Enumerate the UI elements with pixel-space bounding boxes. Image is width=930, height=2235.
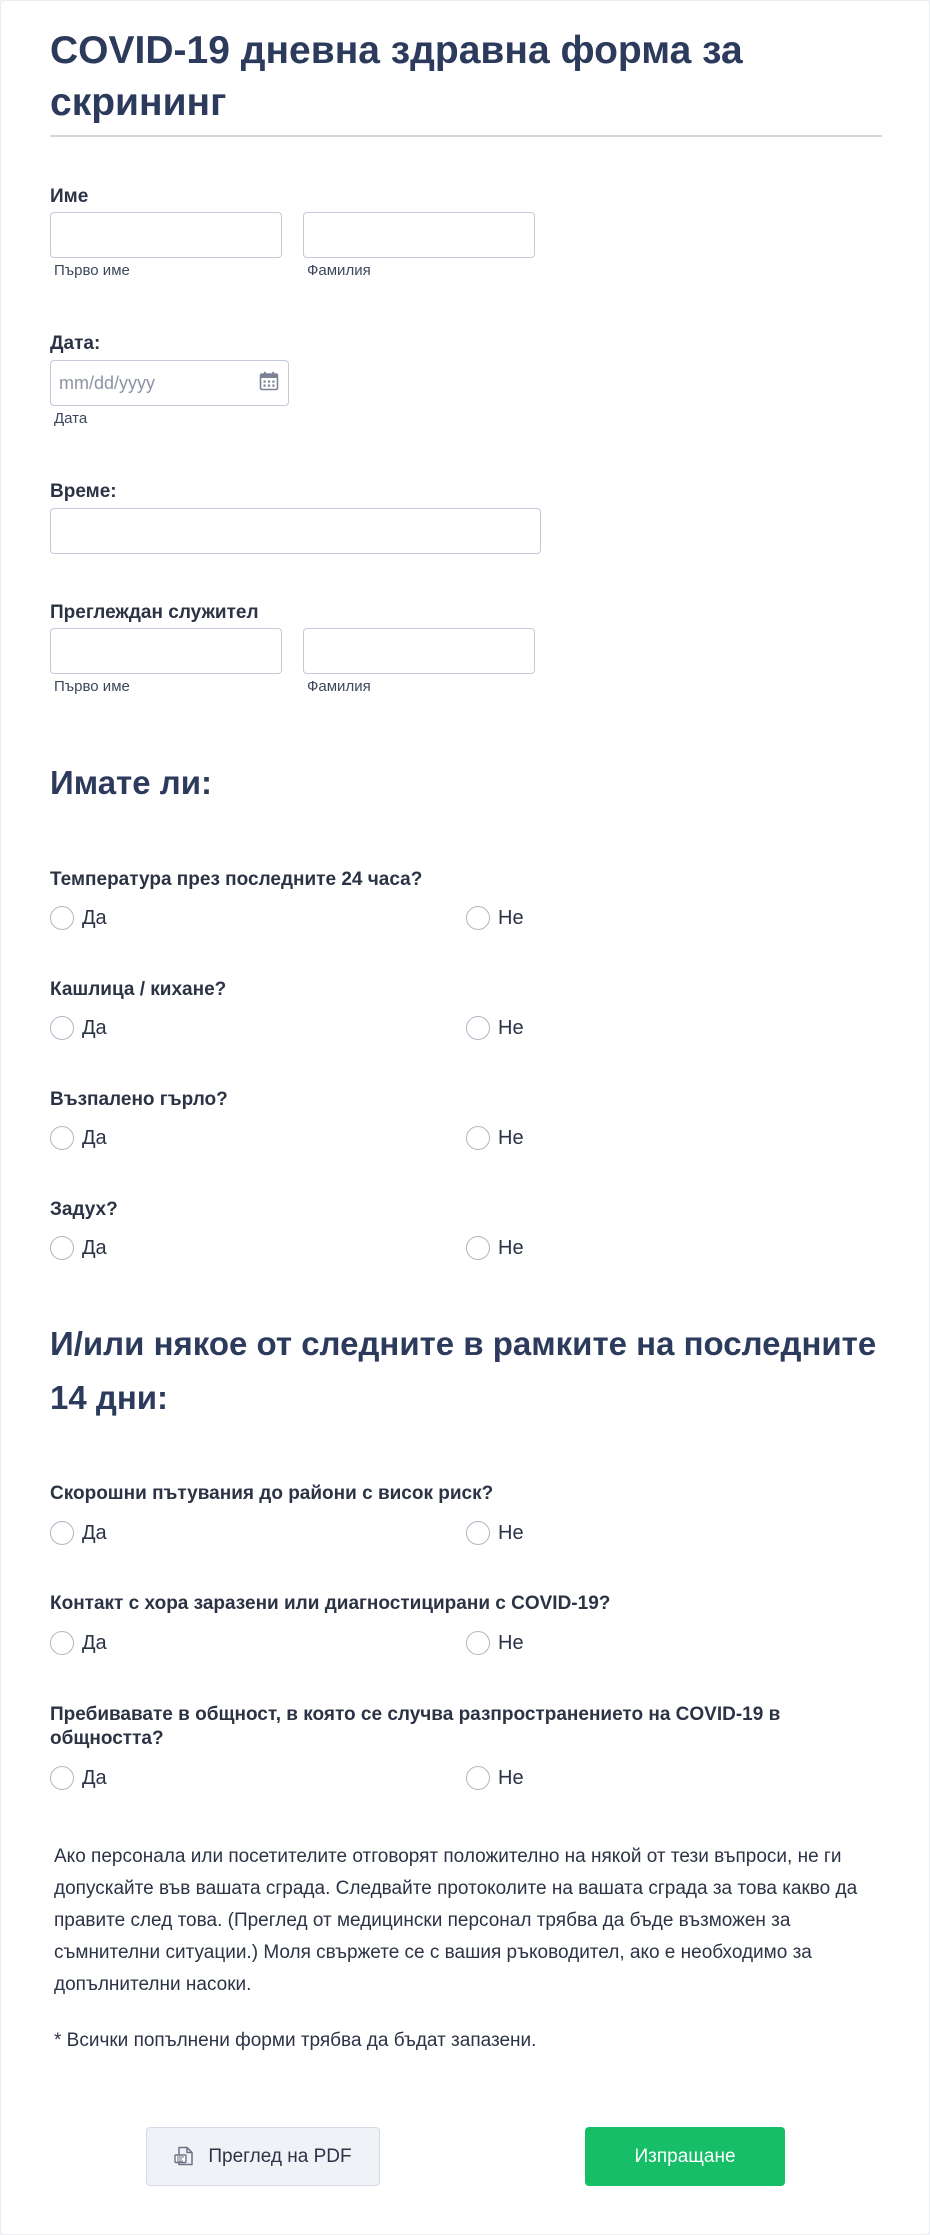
radio-circle[interactable] (466, 1016, 490, 1040)
submit-button[interactable] (585, 2127, 785, 2186)
name-label: Име (50, 186, 89, 207)
radio-circle[interactable] (466, 1766, 490, 1790)
radio-no-label: Не (498, 1631, 524, 1654)
radio-no-label: Не (498, 1766, 524, 1789)
date-sublabel: Дата (54, 410, 88, 427)
radio-no-label: Не (498, 1521, 524, 1544)
pdf-preview-label: Преглед на PDF (208, 2145, 352, 2167)
date-label: Дата: (50, 333, 101, 354)
radio-no[interactable] (466, 1520, 524, 1546)
radio-no[interactable] (466, 1235, 524, 1261)
document-icon (174, 2146, 194, 2168)
radio-no[interactable] (466, 905, 524, 931)
radio-no-label: Не (498, 1016, 524, 1039)
radio-yes-label: Да (82, 1236, 107, 1259)
radio-circle[interactable] (466, 1236, 490, 1260)
time-input[interactable] (50, 508, 541, 554)
radio-yes-label: Да (82, 906, 107, 929)
radio-yes-label: Да (82, 1631, 107, 1654)
question-label: Кашлица / кихане? (50, 979, 227, 1000)
title-divider (50, 135, 882, 137)
question-label: Задух? (50, 1199, 118, 1220)
date-input[interactable] (50, 360, 289, 406)
employee-last-name-input[interactable] (303, 628, 535, 674)
radio-circle[interactable] (466, 1631, 490, 1655)
employee-first-name-sublabel: Първо име (54, 678, 130, 695)
radio-circle[interactable] (466, 1126, 490, 1150)
last-name-sublabel: Фамилия (307, 262, 371, 279)
retention-note: * Всички попълнени форми трябва да бъдат запазени. (54, 2030, 537, 2051)
calendar-icon[interactable] (259, 371, 279, 391)
employee-label: Преглеждан служител (50, 602, 259, 623)
employee-first-name-input[interactable] (50, 628, 282, 674)
radio-circle[interactable] (50, 1766, 74, 1790)
radio-no-label: Не (498, 1126, 524, 1149)
radio-circle[interactable] (50, 906, 74, 930)
radio-circle[interactable] (50, 1126, 74, 1150)
radio-no[interactable] (466, 1015, 524, 1041)
radio-no[interactable] (466, 1765, 524, 1791)
radio-yes-label: Да (82, 1016, 107, 1039)
radio-yes[interactable] (50, 1765, 107, 1791)
radio-circle[interactable] (50, 1236, 74, 1260)
radio-circle[interactable] (466, 1521, 490, 1545)
question-label: Температура през последните 24 часа? (50, 869, 423, 890)
radio-yes[interactable] (50, 1520, 107, 1546)
last-name-input[interactable] (303, 212, 535, 258)
radio-yes[interactable] (50, 1125, 107, 1151)
radio-no-label: Не (498, 906, 524, 929)
radio-yes[interactable] (50, 1630, 107, 1656)
time-label: Време: (50, 481, 117, 502)
radio-circle[interactable] (50, 1631, 74, 1655)
radio-no-label: Не (498, 1236, 524, 1259)
employee-last-name-sublabel: Фамилия (307, 678, 371, 695)
question-label: Пребивавате в общност, в която се случва разпространението на COVID-19 в общността? (50, 1704, 781, 1749)
question-label: Възпалено гърло? (50, 1089, 228, 1110)
form-title: COVID-19 дневна здравна форма за скрининг (50, 29, 743, 124)
question-label: Контакт с хора заразени или диагностицирани с COVID-19? (50, 1593, 611, 1614)
instructions-paragraph: Ако персонала или посетителите отговорят положително на някой от тези въпроси, не ги допускайте във вашата сграда. Следвайте протоколите на вашата сграда за това какво да правите след това. (Преглед от медицински персонал трябва да бъде възможен за съмнителни ситуации.) Моля свържете се с вашия ръководител, ако е необходимо за допълнителни насоки. (54, 1846, 858, 1995)
section-heading-exposure: И/или някое от следните в рамките на последните 14 дни: (50, 1325, 877, 1416)
radio-no[interactable] (466, 1125, 524, 1151)
radio-yes-label: Да (82, 1766, 107, 1789)
radio-yes[interactable] (50, 1235, 107, 1261)
radio-yes[interactable] (50, 905, 107, 931)
radio-circle[interactable] (50, 1016, 74, 1040)
radio-yes[interactable] (50, 1015, 107, 1041)
radio-no[interactable] (466, 1630, 524, 1656)
first-name-sublabel: Първо име (54, 262, 130, 279)
radio-circle[interactable] (466, 906, 490, 930)
first-name-input[interactable] (50, 212, 282, 258)
pdf-preview-button[interactable] (146, 2127, 380, 2186)
section-heading-symptoms: Имате ли: (50, 764, 212, 801)
radio-yes-label: Да (82, 1126, 107, 1149)
radio-circle[interactable] (50, 1521, 74, 1545)
date-field (50, 360, 289, 406)
question-label: Скорошни пътувания до райони с висок риск? (50, 1483, 494, 1504)
submit-label: Изпращане (634, 2145, 736, 2167)
radio-yes-label: Да (82, 1521, 107, 1544)
